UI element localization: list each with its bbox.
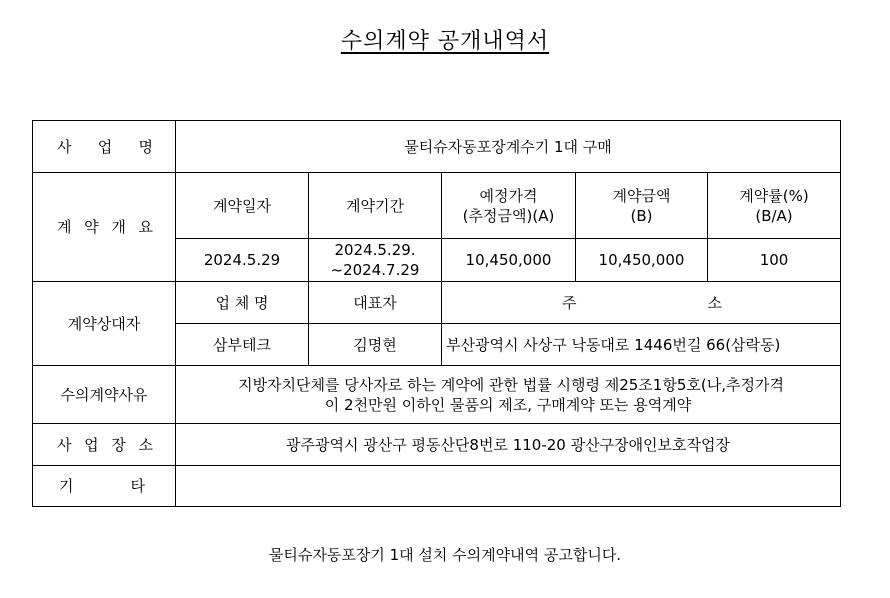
summary-header-row (33, 173, 841, 239)
counterparty-header-row (33, 282, 841, 324)
other-value (176, 466, 841, 507)
other-label: 기 타 (33, 466, 176, 507)
project-label: 사 업 명 (33, 121, 176, 173)
header-contract-rate: 계약률(%) (B/A) (708, 173, 841, 239)
header-address: 주 소 (442, 282, 841, 324)
header-contract-date: 계약일자 (176, 173, 309, 239)
site-label: 사 업 장 소 (33, 424, 176, 466)
contract-date-value: 2024.5.29 (176, 239, 309, 282)
contract-period-value: 2024.5.29. ~2024.7.29 (309, 239, 442, 282)
header-representative: 대표자 (309, 282, 442, 324)
site-row (33, 424, 841, 466)
project-row (33, 121, 841, 173)
project-value: 물티슈자동포장계수기 1대 구매 (176, 121, 841, 173)
representative-value: 김명현 (309, 324, 442, 366)
site-value: 광주광역시 광산구 평동산단8번로 110-20 광산구장애인보호작업장 (176, 424, 841, 466)
other-row (33, 466, 841, 507)
reason-label: 수의계약사유 (33, 366, 176, 424)
document-title: 수의계약 공개내역서 (340, 29, 550, 54)
contract-amount-value: 10,450,000 (576, 239, 708, 282)
header-contract-period: 계약기간 (309, 173, 442, 239)
header-company-name: 업 체 명 (176, 282, 309, 324)
reason-row (33, 366, 841, 424)
contract-rate-value: 100 (708, 239, 841, 282)
reason-value: 지방자치단체를 당사자로 하는 계약에 관한 법률 시행령 제25조1항5호(나,추정가격 이 2천만원 이하인 물품의 제조, 구매계약 또는 용역계약 (176, 366, 841, 424)
contract-disclosure-table (32, 120, 841, 507)
counterparty-label: 계약상대자 (33, 282, 176, 366)
company-name-value: 삼부테크 (176, 324, 309, 366)
estimated-price-value: 10,450,000 (442, 239, 576, 282)
footer-notice: 물티슈자동포장기 1대 설치 수의계약내역 공고합니다. (268, 546, 622, 564)
header-estimated-price: 예정가격 (추정금액)(A) (442, 173, 576, 239)
summary-label: 계 약 개 요 (33, 173, 176, 282)
header-contract-amount: 계약금액 (B) (576, 173, 708, 239)
address-value: 부산광역시 사상구 낙동대로 1446번길 66(삼락동) (442, 324, 841, 366)
